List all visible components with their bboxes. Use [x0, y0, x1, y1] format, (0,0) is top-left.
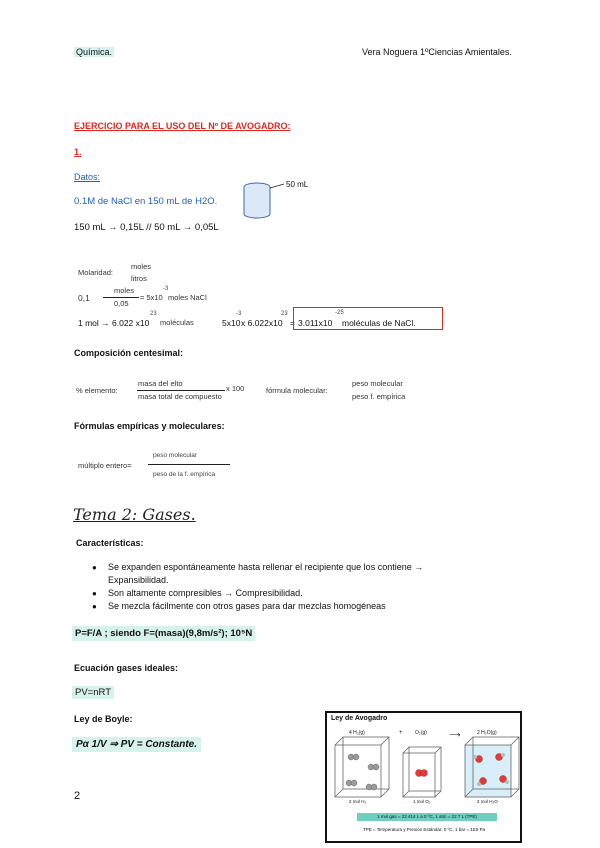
caracteristicas-heading: Características:: [76, 538, 144, 548]
box-c: [465, 737, 519, 797]
header-subject: Química.: [76, 47, 113, 57]
figure-caption-2: TPE = Temperatura y Presión Estándar: 0 ºC, 1 bar = 1E5 Pa: [363, 827, 486, 832]
label-b: O₂(g): [415, 730, 427, 736]
product-exponent: -3: [236, 311, 242, 317]
header-author: Vera Noguera 1ºCiencias Amientales.: [362, 47, 512, 57]
empiricas-den: peso de la f. empírica: [153, 471, 216, 478]
ecuacion-formula: PV=nRT: [72, 686, 114, 699]
op-arrow: ⟶: [449, 730, 461, 739]
beaker-label: 50 mL: [286, 180, 309, 189]
result-unit: moléculas de NaCl.: [342, 318, 416, 328]
boyle-formula: Pα 1/V ⇒ PV = Constante.: [72, 737, 201, 752]
centesimal-heading: Composición centesimal:: [74, 348, 184, 358]
empiricas-heading: Fórmulas empíricas y moleculares:: [74, 421, 225, 431]
sub-a: 2 mol H₂: [349, 799, 367, 804]
centesimal-num: masa del elto: [138, 379, 183, 388]
sub-c: 2 mol H₂O: [477, 799, 498, 804]
list-item: ● Son altamente compresibles → Compresibilidad.: [88, 587, 478, 600]
empiricas-bar: [148, 464, 230, 465]
product-mid: x 6.022x10: [241, 318, 283, 328]
calc-exponent: -3: [163, 286, 169, 292]
product-equals: =: [290, 318, 295, 328]
datos-label: Datos:: [74, 172, 101, 182]
figure-caption-1: 1 mol gas = 22.414 L a 0 ºC, 1 atm = 22.7 L (TPE): [357, 813, 497, 821]
op-plus: +: [399, 730, 403, 736]
result-base: 3.011x10: [298, 318, 333, 328]
calc-left: 0,1: [78, 293, 90, 303]
calc-fraction-bar: [103, 297, 139, 298]
pressure-formula: P=F/A ; siendo F=(masa)(9,8m/s²); 10⁵N: [72, 626, 255, 641]
boyle-heading: Ley de Boyle:: [74, 714, 133, 724]
exercise-title: EJERCICIO PARA EL USO DEL Nº DE AVOGADRO:: [74, 121, 291, 131]
ecuacion-heading: Ecuación gases ideales:: [74, 663, 179, 673]
label-a: 4 H₂(g): [349, 730, 365, 736]
mol-exponent: 23: [150, 311, 157, 317]
centesimal-label: % elemento:: [76, 386, 118, 395]
calc-equals: = 5x10: [140, 293, 163, 302]
formula-num: peso molecular: [352, 379, 403, 388]
exercise-number: 1.: [74, 147, 82, 157]
figure-title: Ley de Avogadro: [331, 715, 388, 722]
avogadro-figure: [325, 711, 522, 843]
molaridad-den: litros: [131, 274, 147, 283]
product-exponent-2: 23: [281, 311, 288, 317]
page-number: 2: [74, 790, 81, 802]
formula-den: peso f. empírica: [352, 392, 406, 401]
tema-title: Tema 2: Gases.: [73, 505, 196, 524]
datos-value: 0.1M de NaCl en 150 mL de H2O.: [74, 196, 218, 207]
calc-unit: moles NaCl: [168, 293, 207, 302]
list-item: ● Se mezcla fácilmente con otros gases para dar mezclas homogéneas: [88, 600, 478, 613]
empiricas-label: múltiplo entero=: [78, 461, 132, 470]
mol-line: 1 mol → 6.022 x10: [78, 318, 150, 328]
centesimal-bar: [137, 390, 225, 391]
formula-label: fórmula molecular:: [266, 386, 328, 395]
list-item: ● Se expanden espontáneamente hasta rellenar el recipiente que los contiene → Expansibilidad.: [88, 561, 478, 587]
label-c: 2 H₂O(g): [477, 730, 497, 736]
figure-boxes: [327, 727, 520, 807]
molaridad-label: Molaridad:: [78, 268, 114, 277]
box-a: [335, 737, 389, 797]
sub-b: 1 mol O₂: [413, 799, 431, 804]
centesimal-times: x 100: [226, 384, 245, 393]
empiricas-num: peso molecular: [153, 452, 198, 459]
caracteristicas-list: [88, 561, 478, 613]
mol-unit: moléculas: [160, 318, 194, 327]
conversion-line: 150 mL → 0,15L // 50 mL → 0,05L: [74, 222, 219, 233]
centesimal-den: masa total de compuesto: [138, 392, 222, 401]
calc-num: moles: [114, 286, 135, 295]
molaridad-num: moles: [131, 262, 152, 271]
calc-den: 0,05: [114, 299, 129, 308]
result-exponent: -25: [335, 310, 344, 316]
product-base: 5x10: [222, 318, 241, 328]
